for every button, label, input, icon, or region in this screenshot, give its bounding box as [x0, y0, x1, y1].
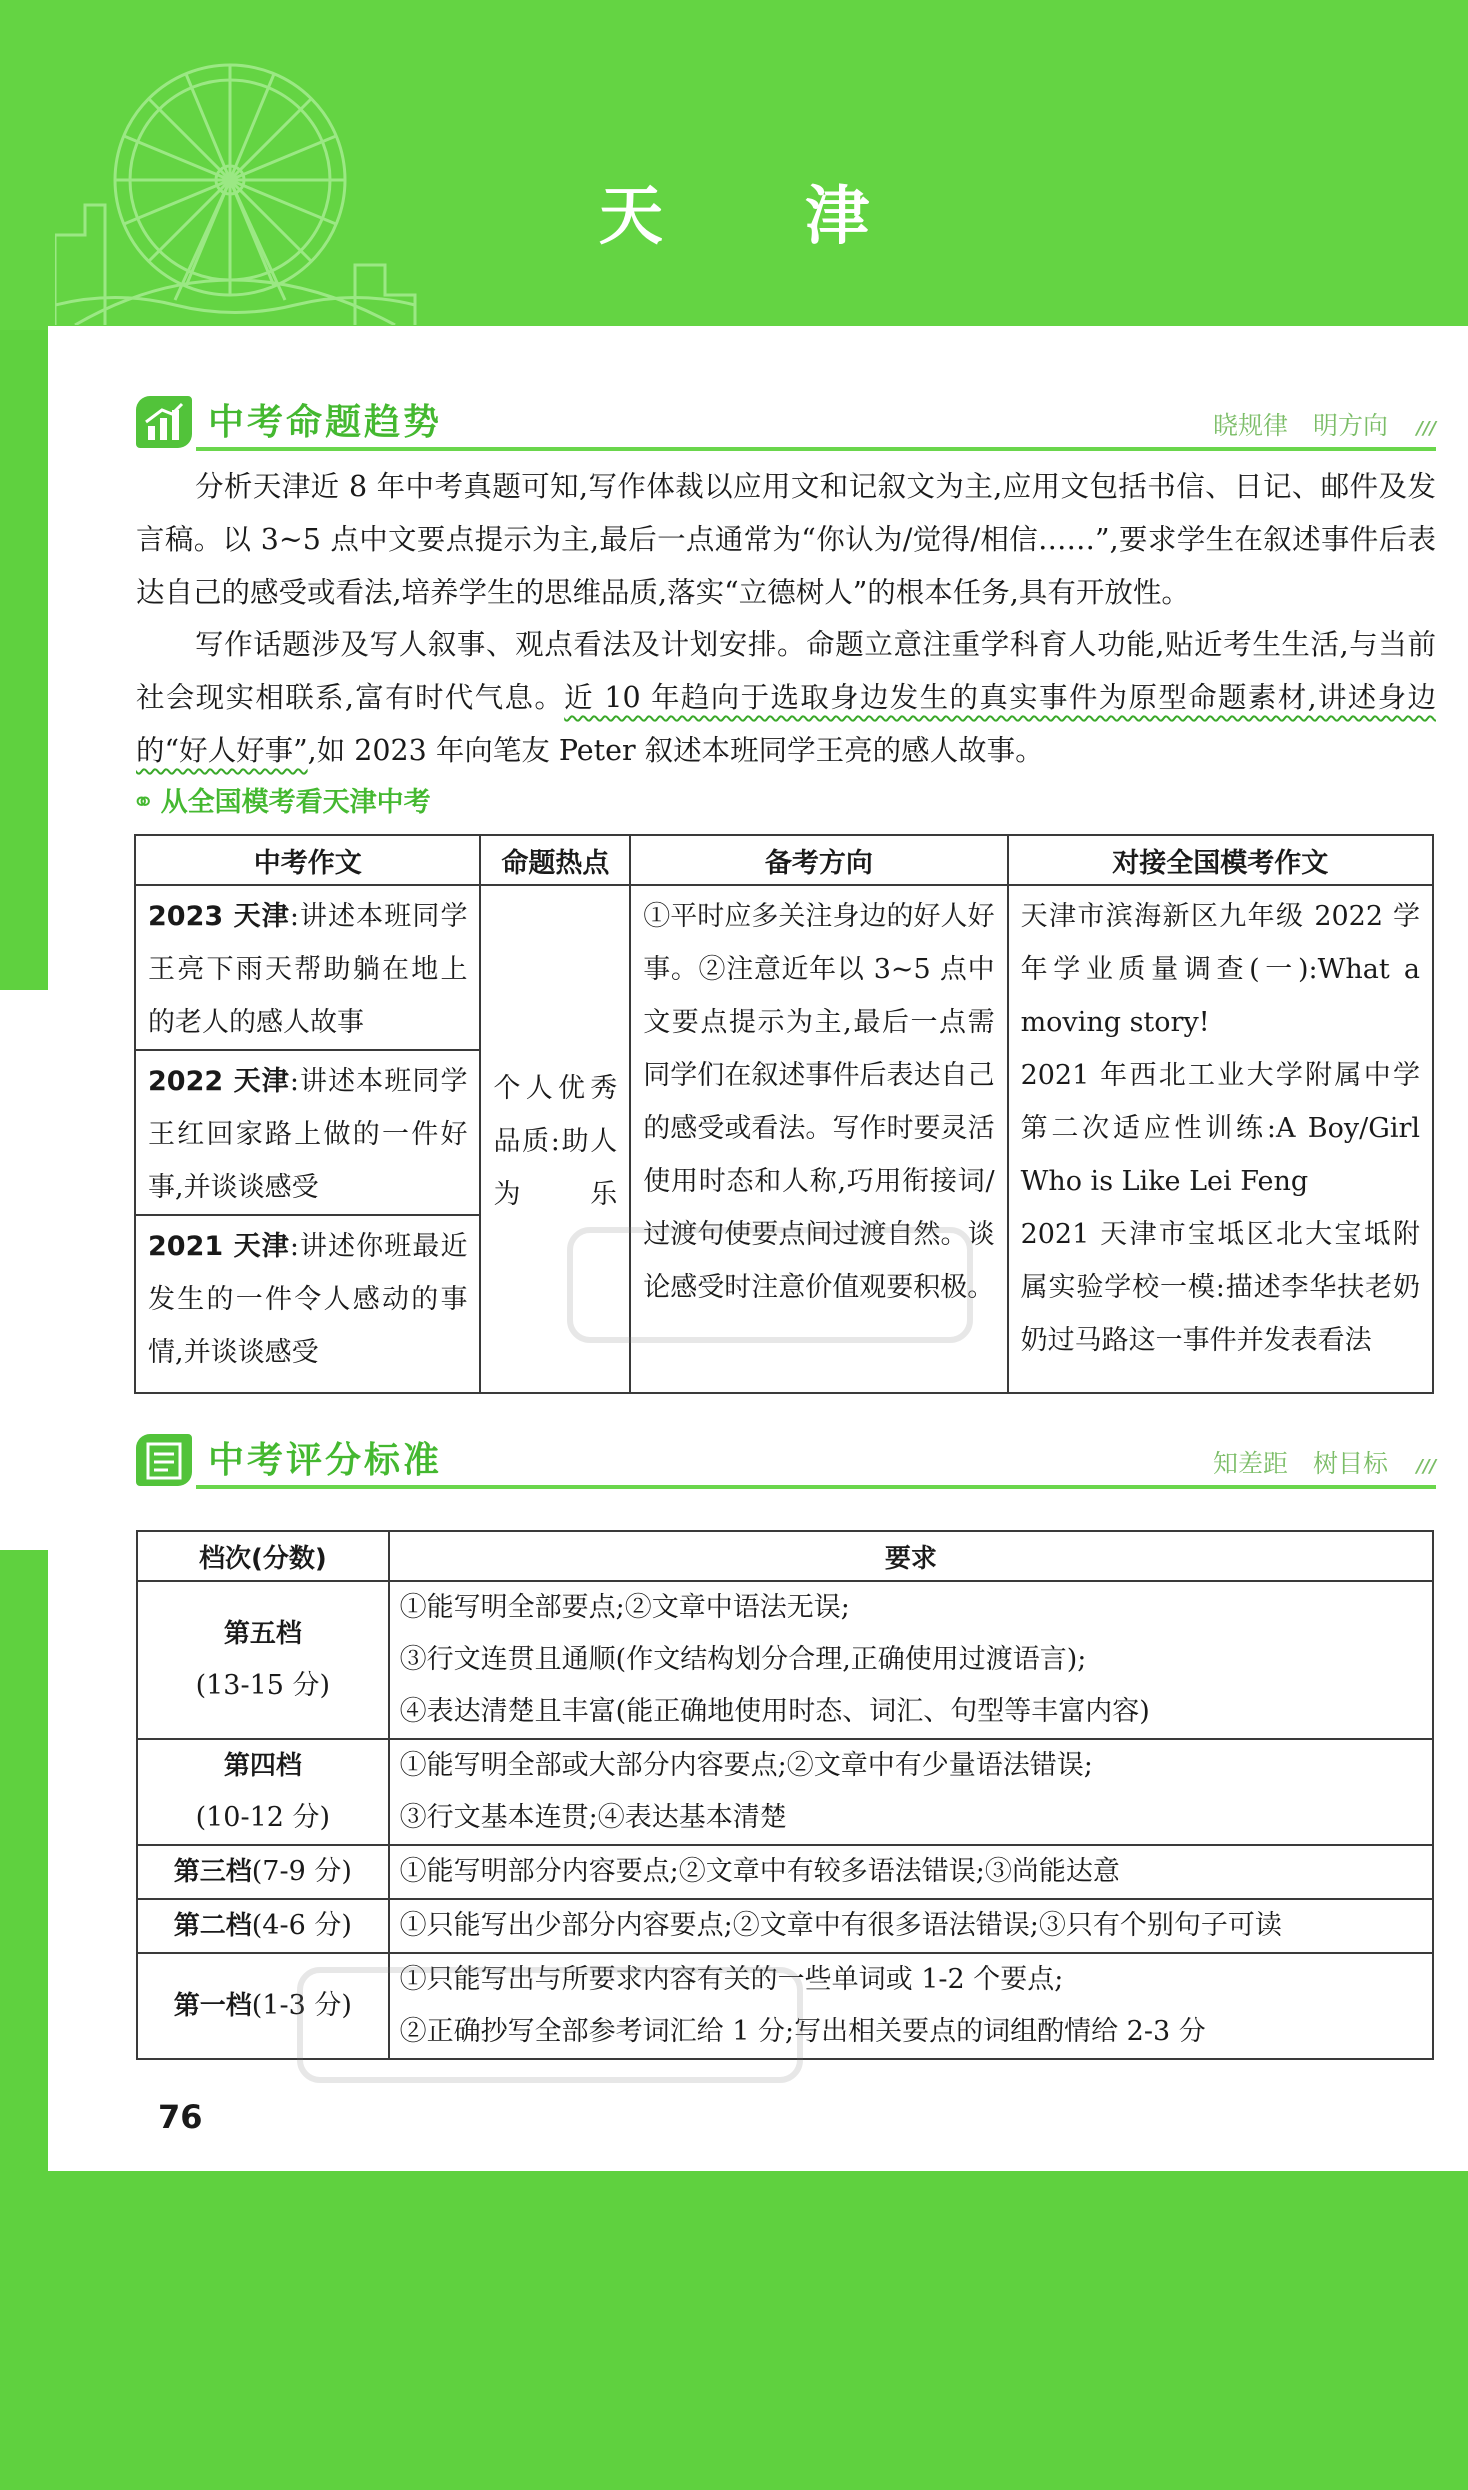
scoring-title: 中考评分标准	[208, 1440, 443, 1481]
level-name: 第一档	[173, 1991, 252, 2021]
scoring-tag: 知差距 树目标	[1212, 1449, 1388, 1478]
decor-marks-icon: ///	[1416, 1456, 1436, 1477]
requirement-line: ②正确抄写全部参考词汇给 1 分;写出相关要点的词组酌情给 2-3 分	[399, 2016, 1206, 2047]
exam-cell	[135, 1215, 480, 1393]
link-icon: ⚭	[132, 787, 155, 818]
page-number: 76	[158, 2098, 203, 2136]
section-divider	[196, 1485, 1436, 1489]
exam-year: 2021 天津	[148, 1231, 290, 1262]
requirement-cell	[389, 1899, 1433, 1953]
trend-p1-text: 分析天津近 8 年中考真题可知,写作体裁以应用文和记叙文为主,应用文包括书信、日记、邮件及发言稿。以 3~5 点中文要点提示为主,最后一点通常为“你认为/觉得/相信……”,要求学生在叙述事件后表达自己的感受或看法,培养学生的思维品质,落实“立德树人”的根本任务,具有开放性。	[136, 470, 1436, 609]
level-cell	[137, 1899, 389, 1953]
level-score: (7-9 分)	[251, 1856, 352, 1887]
scoring-section-header	[136, 1430, 1436, 1492]
level-name: 第五档	[223, 1619, 302, 1649]
requirement-line: ④表达清楚且丰富(能正确地使用时态、词汇、句型等丰富内容)	[399, 1696, 1150, 1727]
national-item: 2021 天津市宝坻区北大宝坻附属实验学校一模:描述李华扶老奶奶过马路这一事件并发表看法	[1020, 1219, 1420, 1356]
level-name: 第四档	[223, 1751, 302, 1781]
decor-marks-icon: ///	[1416, 418, 1436, 439]
requirement-line: ③行文基本连贯;④表达基本清楚	[399, 1802, 787, 1833]
header-cell: 中考作文	[135, 835, 480, 885]
compare-header-row	[135, 835, 1433, 885]
requirement-line: ①能写明全部要点;②文章中语法无误;	[399, 1592, 850, 1623]
exam-cell	[135, 1050, 480, 1215]
level-score: (13-15 分)	[195, 1670, 331, 1701]
direction-text: ①平时应多关注身边的好人好事。②注意近年以 3~5 点中文要点提示为主,最后一点需同学们在叙述事件后表达自己的感受或看法。写作时要灵活使用时态和人称,巧用衔接词/过渡句使要点间过渡自然。谈论感受时注意价值观要积极。	[643, 901, 995, 1303]
level-score: (1-3 分)	[251, 1990, 352, 2021]
exam-text: :讲述你班最近发生的一件令人感动的事情,并谈谈感受	[148, 1231, 468, 1368]
table-row	[137, 1845, 1433, 1899]
trend-title: 中考命题趋势	[208, 402, 443, 443]
trend-paragraph-2	[136, 618, 1436, 777]
exam-cell	[135, 885, 480, 1050]
requirement-line: ①能写明全部或大部分内容要点;②文章中有少量语法错误;	[399, 1750, 1093, 1781]
level-cell	[137, 1581, 389, 1739]
level-score: (10-12 分)	[195, 1802, 331, 1833]
exam-text: :讲述本班同学王亮下雨天帮助躺在地上的老人的感人故事	[148, 901, 468, 1038]
trend-section-header	[136, 392, 1436, 454]
header-cell: 对接全国模考作文	[1008, 835, 1433, 885]
header-cell: 备考方向	[630, 835, 1007, 885]
city-title: 天 津	[598, 180, 930, 254]
table-row	[137, 1739, 1433, 1845]
exam-year: 2023 天津	[148, 901, 290, 932]
header-band	[0, 0, 1468, 330]
table-row	[137, 1899, 1433, 1953]
level-cell	[137, 1739, 389, 1845]
national-cell	[1008, 885, 1433, 1393]
section-divider	[196, 447, 1436, 451]
requirement-line: ①能写明部分内容要点;②文章中有较多语法错误;③尚能达意	[399, 1856, 1120, 1887]
trend-tag: 晓规律 明方向	[1212, 411, 1388, 440]
requirement-line: ③行文连贯且通顺(作文结构划分合理,正确使用过渡语言);	[399, 1644, 1087, 1675]
scoring-header-row	[137, 1531, 1433, 1581]
level-cell	[137, 1845, 389, 1899]
trend-p2-highlight: 近 10 年趋向于选取身边发生的真实事件为原型命题素材,讲述身边的“好人好事”	[136, 681, 1436, 767]
requirement-cell	[389, 1581, 1433, 1739]
national-item: 2021 年西北工业大学附属中学第二次适应性训练:A Boy/Girl Who is Like Lei Feng	[1020, 1060, 1420, 1197]
trend-paragraph-1	[136, 460, 1436, 619]
compare-heading	[132, 780, 431, 819]
hotspot-text: 个人优秀品质:助人为乐	[493, 1072, 618, 1210]
requirement-line: ①只能写出与所要求内容有关的一些单词或 1-2 个要点;	[399, 1964, 1064, 1995]
requirement-line: ①只能写出少部分内容要点;②文章中有很多语法错误;③只有个别句子可读	[399, 1910, 1282, 1941]
requirement-cell	[389, 1845, 1433, 1899]
compare-title: 从全国模考看天津中考	[160, 787, 431, 818]
trend-p2c-text: ,如 2023 年向笔友 Peter 叙述本班同学王亮的感人故事。	[307, 734, 1044, 767]
footer-band	[48, 2171, 1468, 2206]
level-name: 第二档	[173, 1911, 252, 1941]
table-row	[135, 885, 1433, 1050]
level-name: 第三档	[173, 1857, 252, 1887]
exam-year: 2022 天津	[148, 1066, 290, 1097]
exam-text: :讲述本班同学王红回家路上做的一件好事,并谈谈感受	[148, 1066, 468, 1203]
header-cell: 命题热点	[480, 835, 630, 885]
chart-growth-icon	[136, 396, 192, 448]
national-item: 天津市滨海新区九年级 2022 学年学业质量调查(一):What a moving story!	[1020, 901, 1420, 1038]
table-row	[137, 1581, 1433, 1739]
header-cell: 档次(分数)	[137, 1531, 389, 1581]
requirement-cell	[389, 1739, 1433, 1845]
header-cell: 要求	[389, 1531, 1433, 1581]
watermark	[560, 1210, 980, 1389]
watermark	[290, 1950, 810, 2129]
list-document-icon	[136, 1434, 192, 1486]
level-score: (4-6 分)	[251, 1910, 352, 1941]
trend-p2a-text: 写作话题涉及写人叙事、观点看法及计划安排。命题立意注重学科育人功能,贴近考生生活,与当前社会现实相联系,富有时代气息。	[136, 628, 1436, 714]
